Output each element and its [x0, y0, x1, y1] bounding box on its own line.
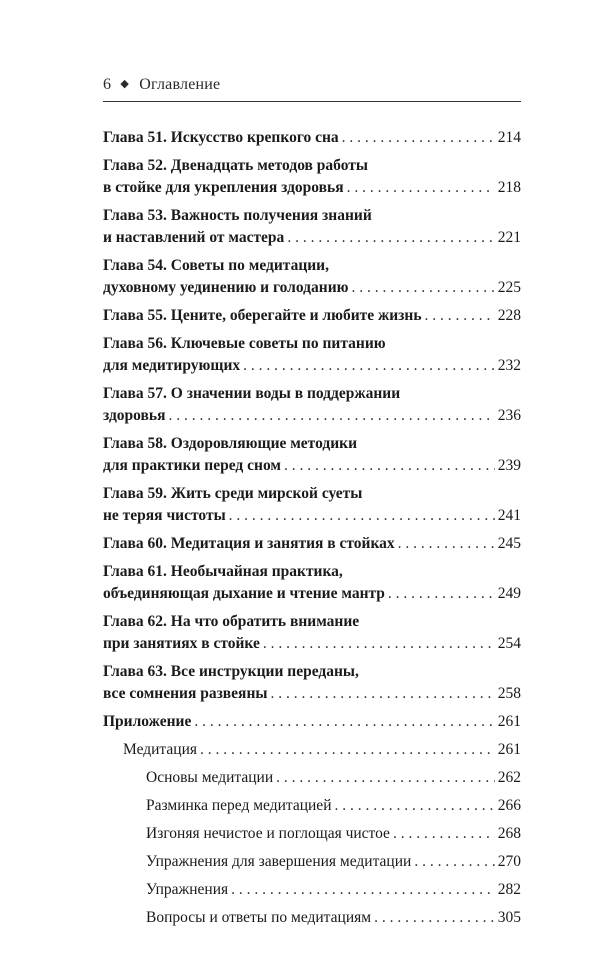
toc-entry-line	[146, 907, 521, 929]
toc-entry-line	[103, 305, 521, 327]
dot-leader	[231, 879, 495, 901]
toc-entry-title: Изгоняя нечистое и поглощая чистое	[146, 825, 390, 842]
dot-leader	[374, 907, 495, 929]
diamond-icon: ◆	[120, 78, 130, 90]
toc-entry	[103, 611, 521, 655]
toc-entry-line	[103, 383, 521, 405]
toc-entry-line	[103, 405, 521, 427]
toc-entry-line	[103, 455, 521, 477]
dot-leader	[243, 355, 495, 377]
toc-entry-title: Медитация	[123, 741, 197, 758]
toc-entry-line	[103, 155, 521, 177]
toc-entry-line	[103, 227, 521, 249]
toc-entry	[103, 879, 521, 901]
toc-entry	[103, 795, 521, 817]
dot-leader	[194, 711, 494, 733]
dot-leader	[388, 583, 495, 605]
header-rule	[103, 101, 521, 102]
toc-entry	[103, 305, 521, 327]
toc-entry	[103, 205, 521, 249]
header-title: Оглавление	[139, 76, 221, 93]
toc-entry-title: для медитирующих	[103, 357, 241, 374]
toc-entry	[103, 255, 521, 299]
toc-entry-title: Вопросы и ответы по медитациям	[146, 909, 372, 926]
toc-entry-title: Глава 54. Советы по медитации,	[103, 257, 329, 274]
toc-entry-title: Глава 52. Двенадцать методов работы	[103, 157, 368, 174]
dot-leader	[398, 533, 495, 555]
toc-entry	[103, 851, 521, 873]
toc-entry-title: духовному уединению и голоданию	[103, 279, 349, 296]
toc-entry-line	[103, 255, 521, 277]
toc-entry-title: Глава 55. Цените, оберегайте и любите жизнь	[103, 307, 422, 324]
dot-leader	[270, 683, 494, 705]
toc-page-number: 254	[497, 635, 521, 652]
toc-entry-title: при занятиях в стойке	[103, 635, 260, 652]
toc-entry	[103, 823, 521, 845]
toc-page-number: 268	[497, 825, 521, 842]
toc-page-number: 218	[497, 179, 521, 196]
toc-entry-line	[103, 177, 521, 199]
toc-entry-title: в стойке для укрепления здоровья	[103, 179, 344, 196]
toc-entry-title: Глава 63. Все инструкции переданы,	[103, 663, 359, 680]
toc-entry	[103, 155, 521, 199]
toc-entry-title: Глава 59. Жить среди мирской суеты	[103, 485, 363, 502]
toc-entry-line	[103, 277, 521, 299]
toc-entry-line	[146, 795, 521, 817]
toc-entry-title: Глава 57. О значении воды в поддержании	[103, 385, 401, 402]
dot-leader	[229, 505, 495, 527]
toc-page-number: 232	[497, 357, 521, 374]
toc-entry	[103, 433, 521, 477]
toc-entry	[103, 711, 521, 733]
dot-leader	[393, 823, 495, 845]
dot-leader	[276, 767, 495, 789]
toc-entry-title: для практики перед сном	[103, 457, 281, 474]
toc-entry-line	[103, 561, 521, 583]
toc-entry-line	[103, 633, 521, 655]
toc-page-number: 305	[497, 909, 521, 926]
dot-leader	[351, 277, 494, 299]
dot-leader	[414, 851, 494, 873]
toc-entry-line	[146, 823, 521, 845]
toc-page-number: 225	[497, 279, 521, 296]
toc-entry-title: Приложение	[103, 713, 192, 730]
running-header	[103, 76, 521, 94]
toc-page-number: 239	[497, 457, 521, 474]
toc-entry-line	[103, 583, 521, 605]
toc-entry-title: Глава 61. Необычайная практика,	[103, 563, 343, 580]
dot-leader	[200, 739, 495, 761]
toc-entry	[103, 767, 521, 789]
toc-page-number: 241	[497, 507, 521, 524]
toc-entry-line	[103, 711, 521, 733]
toc-entry-line	[103, 661, 521, 683]
toc-entry-line	[103, 683, 521, 705]
toc-entry-title: Разминка перед медитацией	[146, 797, 332, 814]
toc-entry-line	[146, 879, 521, 901]
toc-entry	[103, 739, 521, 761]
toc-page-number: 236	[497, 407, 521, 424]
toc-page-number: 228	[497, 307, 521, 324]
toc-entry-title: объединяющая дыхание и чтение мантр	[103, 585, 385, 602]
toc-entry	[103, 383, 521, 427]
toc-entry-title: Глава 51. Искусство крепкого сна	[103, 129, 339, 146]
toc-page-number: 245	[497, 535, 521, 552]
toc-page-number: 261	[497, 713, 521, 730]
toc-entry-title: все сомнения развеяны	[103, 685, 268, 702]
toc-page-number: 249	[497, 585, 521, 602]
toc-page-number: 282	[497, 881, 521, 898]
toc-entry-title: Глава 60. Медитация и занятия в стойках	[103, 535, 395, 552]
toc-page-number: 214	[497, 129, 521, 146]
toc-entry-title: Основы медитации	[146, 769, 274, 786]
toc-page-number: 221	[497, 229, 521, 246]
toc-entry-title: и наставлений от мастера	[103, 229, 285, 246]
toc-entry-line	[103, 505, 521, 527]
toc-page-number: 261	[497, 741, 521, 758]
dot-leader	[425, 305, 495, 327]
toc-entry-line	[103, 611, 521, 633]
toc-entry-line	[103, 127, 521, 149]
toc-entry-title: Упражнения	[146, 881, 229, 898]
toc-entry-line	[103, 433, 521, 455]
toc-entry	[103, 907, 521, 929]
header-page-number: 6	[103, 76, 112, 93]
toc-entry-line	[123, 739, 521, 761]
toc-entry-line	[103, 355, 521, 377]
dot-leader	[168, 405, 494, 427]
dot-leader	[284, 455, 495, 477]
toc-entry-line	[103, 483, 521, 505]
toc-page-number: 266	[497, 797, 521, 814]
toc-page-number: 262	[497, 769, 521, 786]
toc-entry-title: здоровья	[103, 407, 166, 424]
toc-entry-title: Глава 62. На что обратить внимание	[103, 613, 360, 630]
dot-leader	[342, 127, 495, 149]
toc-page-number: 258	[497, 685, 521, 702]
toc-entry	[103, 561, 521, 605]
toc-entry-line	[146, 767, 521, 789]
toc-entry-title: Упражнения для завершения медитации	[146, 853, 412, 870]
toc-entry-line	[146, 851, 521, 873]
toc-entry-line	[103, 533, 521, 555]
dot-leader	[287, 227, 494, 249]
toc-entry	[103, 661, 521, 705]
toc-page-number: 270	[497, 853, 521, 870]
toc-entry-line	[103, 205, 521, 227]
toc-entry	[103, 483, 521, 527]
toc-entry-title: Глава 58. Оздоровляющие методики	[103, 435, 358, 452]
toc-entry-title: Глава 53. Важность получения знаний	[103, 207, 372, 224]
toc-entry-title: не теряя чистоты	[103, 507, 226, 524]
toc-entry-line	[103, 333, 521, 355]
toc-entry	[103, 333, 521, 377]
dot-leader	[263, 633, 495, 655]
toc-entry	[103, 533, 521, 555]
table-of-contents	[103, 127, 521, 935]
toc-entry	[103, 127, 521, 149]
dot-leader	[347, 177, 495, 199]
toc-entry-title: Глава 56. Ключевые советы по питанию	[103, 335, 386, 352]
dot-leader	[335, 795, 495, 817]
